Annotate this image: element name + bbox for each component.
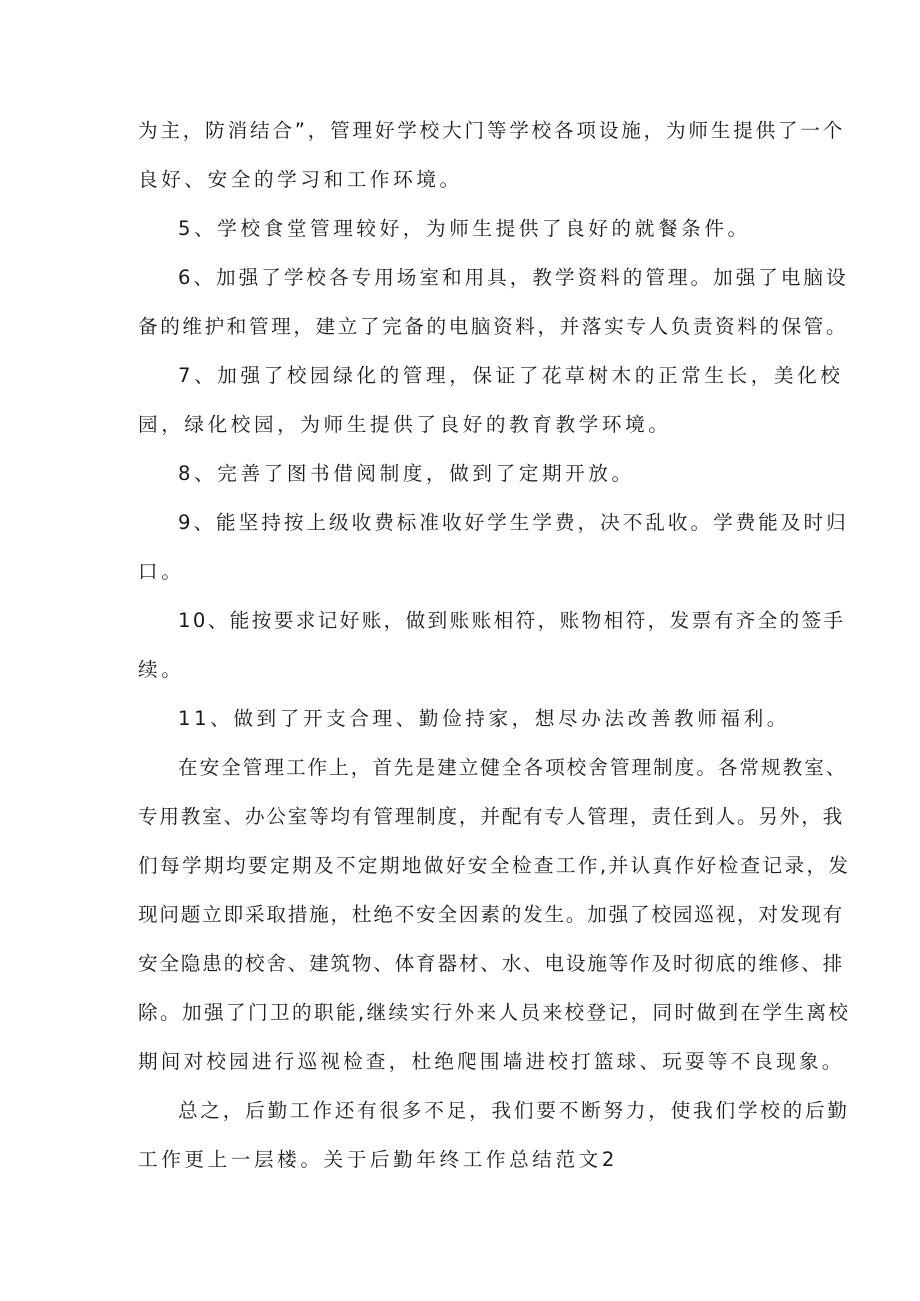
- text-line: 8、完善了图书借阅制度，做到了定期开放。: [178, 462, 635, 485]
- text-line: 口。: [138, 560, 185, 583]
- text-line: 良好、安全的学习和工作环境。: [138, 168, 463, 191]
- text-line: 6、加强了学校各专用场室和用具，教学资料的管理。加强了电脑设: [178, 266, 849, 289]
- text-line: 续。: [138, 658, 185, 681]
- text-line: 们每学期均要定期及不定期地做好安全检查工作,并认真作好检查记录，发: [138, 854, 851, 877]
- text-line: 9、能坚持按上级收费标准收好学生学费，决不乱收。学费能及时归: [178, 511, 849, 534]
- text-line: 7、加强了校园绿化的管理，保证了花草树木的正常生长，美化校: [178, 364, 844, 387]
- text-line: 除。加强了门卫的职能,继续实行外来人员来校登记，同时做到在学生离校: [138, 1001, 851, 1024]
- text-line: 为主，防消结合”，管理好学校大门等学校各项设施，为师生提供了一个: [138, 119, 846, 142]
- text-line: 现问题立即采取措施，杜绝不安全因素的发生。加强了校园巡视，对发现有: [138, 903, 844, 926]
- text-line: 期间对校园进行巡视检查，杜绝爬围墙进校打篮球、玩耍等不良现象。: [138, 1050, 845, 1073]
- text-line: 备的维护和管理，建立了完备的电脑资料，并落实专人负责资料的保管。: [138, 315, 849, 338]
- text-line: 安全隐患的校舍、建筑物、体育器材、水、电设施等作及时彻底的维修、排: [138, 952, 844, 975]
- text-line: 总之，后勤工作还有很多不足，我们要不断努力，使我们学校的后勤: [178, 1099, 850, 1122]
- text-line: 园，绿化校园，为师生提供了良好的教育教学环境。: [138, 413, 672, 436]
- text-line: 工作更上一层楼。关于后勤年终工作总结范文2: [138, 1148, 618, 1171]
- text-line: 5、学校食堂管理较好，为师生提供了良好的就餐条件。: [178, 217, 751, 240]
- text-line: 10、能按要求记好账，做到账账相符，账物相符，发票有齐全的签手: [178, 609, 846, 632]
- text-line: 在安全管理工作上，首先是建立健全各项校舍管理制度。各常规教室、: [178, 756, 848, 779]
- text-line: 专用教室、办公室等均有管理制度，并配有专人管理，责任到人。另外，我: [138, 805, 844, 828]
- text-line: 11、做到了开支合理、勤俭持家，想尽办法改善教师福利。: [178, 707, 790, 730]
